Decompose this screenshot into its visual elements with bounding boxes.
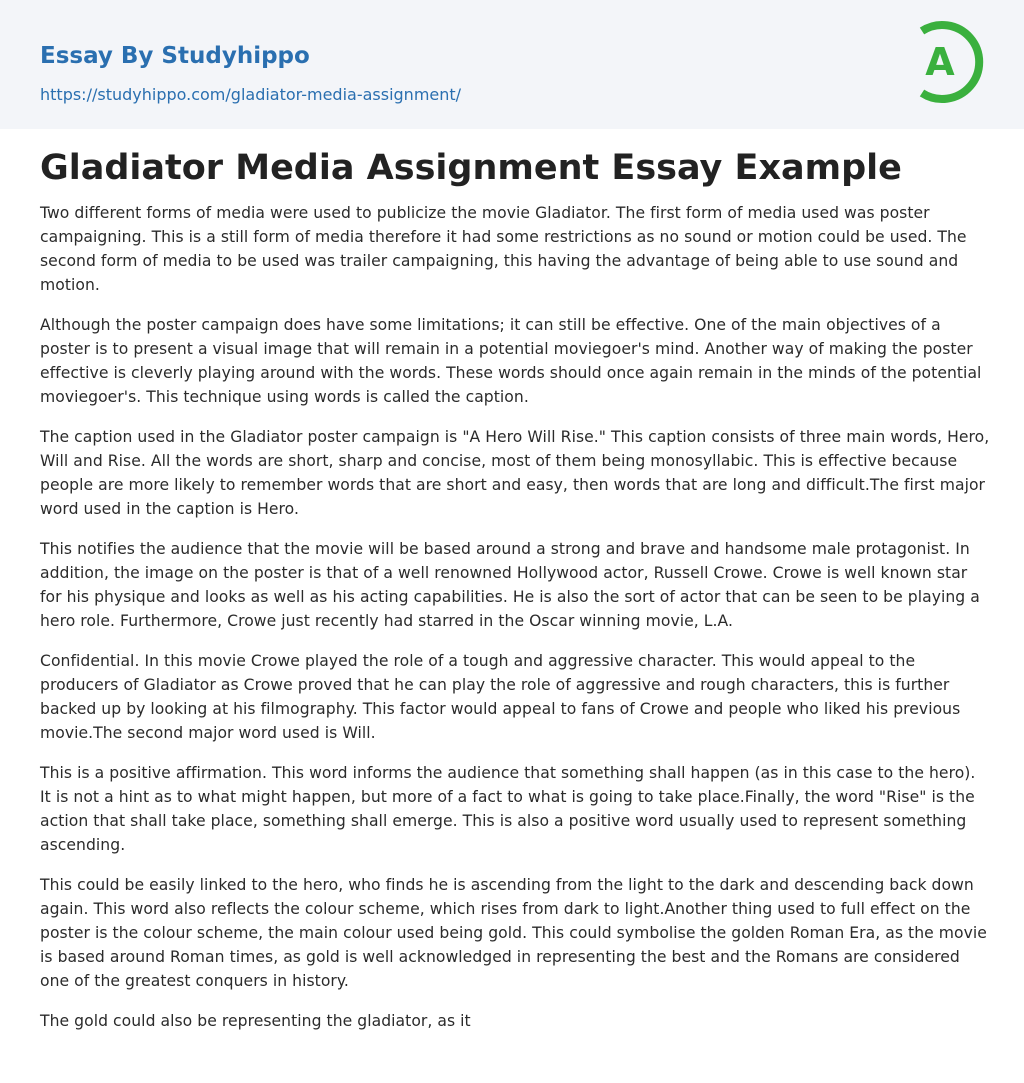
paragraph-8: The gold could also be representing the gladiator, as it: [40, 1012, 471, 1030]
paragraph-7: This could be easily linked to the hero, who finds he is ascending from the light to the dark and descending back down again. This word also reflects the colour scheme, which rises from dark to light.Another thing used to full effect on the poster is the colour scheme, the main colour used being gold. This could symbolise the golden Roman Era, as the movie is based around Roman times, as gold is well acknowledged in representing the best and the Romans are considered one of the greatest conquers in history.: [40, 876, 987, 990]
paragraph-6: This is a positive affirmation. This word informs the audience that something shall happen (as in this case to the hero). It is not a hint as to what might happen, but more of a fact to what is going to take place.Finally, the word "Rise" is the action that shall take place, something shall emerge. This is also a positive word usually used to represent something ascending.: [40, 764, 976, 854]
paragraph-5: Confidential. In this movie Crowe played the role of a tough and aggressive character. This would appeal to the producers of Gladiator as Crowe proved that he can play the role of aggressive and rough characters, this is further backed up by looking at his filmography. This factor would appeal to fans of Crowe and people who liked his previous movie.The second major word used is Will.: [40, 652, 961, 742]
article: [40, 143, 990, 1049]
page-title: Gladiator Media Assignment Essay Example: [40, 148, 902, 188]
paragraph-1: Two different forms of media were used to publicize the movie Gladiator. The first form of media used was poster campaigning. This is a still form of media therefore it had some restrictions as no sound or motion could be used. The second form of media to be used was trailer campaigning, this having the advantage of being able to use sound and motion.: [40, 204, 967, 294]
paragraph-4: This notifies the audience that the movie will be based around a strong and brave and handsome male protagonist. In addition, the image on the poster is that of a well renowned Hollywood actor, Russell Crowe. Crowe is well known star for his physique and looks as well as his acting capabilities. He is also the sort of actor that can be seen to be playing a hero role. Furthermore, Crowe just recently had starred in the Oscar winning movie, L.A.: [40, 540, 980, 630]
paragraph-2: Although the poster campaign does have some limitations; it can still be effective. One of the main objectives of a poster is to present a visual image that will remain in a potential moviegoer's mind. Another way of making the poster effective is cleverly playing around with the words. These words should once again remain in the minds of the potential moviegoer's. This technique using words is called the caption.: [40, 316, 982, 406]
studyhippo-logo[interactable]: [912, 19, 986, 105]
page-header: [0, 0, 1024, 129]
paragraph-3: The caption used in the Gladiator poster campaign is "A Hero Will Rise." This caption consists of three main words, Hero, Will and Rise. All the words are short, sharp and concise, most of them being monosyllabic. This is effective because people are more likely to remember words that are short and easy, then words that are long and difficult.The first major word used in the caption is Hero.: [40, 428, 990, 518]
brand-title[interactable]: Essay By Studyhippo: [40, 43, 310, 69]
logo-letter: A: [925, 40, 955, 84]
source-url-link[interactable]: https://studyhippo.com/gladiator-media-assignment/: [40, 85, 462, 104]
